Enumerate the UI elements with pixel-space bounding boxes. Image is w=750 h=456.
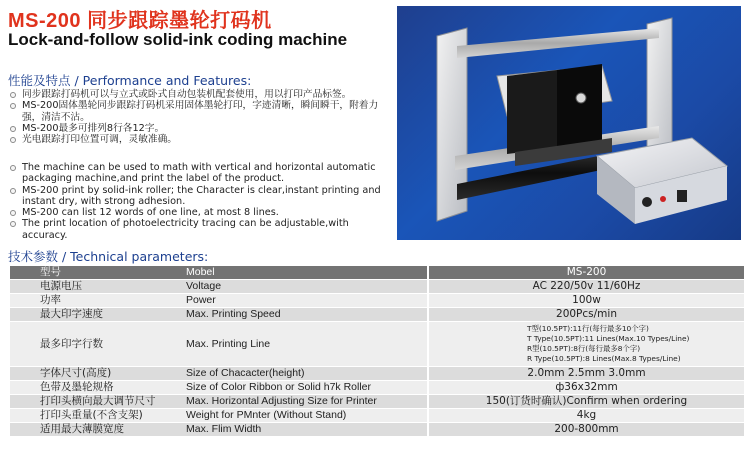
- table-row: [10, 381, 744, 395]
- param-cn: 打印头重量(不含支架): [10, 409, 180, 423]
- table-header-row: [10, 266, 744, 280]
- param-cn: 电源电压: [10, 280, 180, 294]
- features-cn-list: [10, 89, 395, 145]
- param-cn: 功率: [10, 294, 180, 308]
- value-line: R型(10.5PT):8行(每行最多8个字): [527, 344, 641, 353]
- param-en: Voltage: [180, 280, 428, 294]
- param-value: 200Pcs/min: [428, 308, 744, 322]
- table-row: [10, 294, 744, 308]
- param-en: Max. Flim Width: [180, 423, 428, 437]
- spec-table: [10, 266, 744, 437]
- product-photo: [397, 6, 741, 240]
- param-cn: 最大印字速度: [10, 308, 180, 322]
- table-row: [10, 322, 744, 367]
- features-en-list: [10, 162, 395, 241]
- param-en: Size of Chacacter(height): [180, 367, 428, 381]
- product-title: MS-200 同步跟踪墨轮打码机: [8, 10, 272, 32]
- param-cn: 色带及墨轮规格: [10, 381, 180, 395]
- param-value: AC 220/50v 11/60Hz: [428, 280, 744, 294]
- table-row: [10, 280, 744, 294]
- coding-machine-illustration: [397, 6, 741, 240]
- list-item: MS-200 can list 12 words of one line, at most 8 lines.: [10, 207, 395, 218]
- param-value: 150(订货时确认)Confirm when ordering: [428, 395, 744, 409]
- param-en: Weight for PMnter (Without Stand): [180, 409, 428, 423]
- list-item: MS-200最多可排列8行各12字。: [10, 123, 395, 134]
- param-value: ф36x32mm: [428, 381, 744, 395]
- param-cn: 适用最大薄膜宽度: [10, 423, 180, 437]
- table-row: [10, 409, 744, 423]
- param-en: Max. Printing Line: [180, 322, 428, 367]
- features-heading: 性能及特点 / Performance and Features:: [8, 73, 252, 88]
- param-cn: 打印头横向最大调节尺寸: [10, 395, 180, 409]
- value-line: R Type(10.5PT):8 Lines(Max.8 Types/Line): [527, 354, 681, 364]
- param-value: 4kg: [428, 409, 744, 423]
- list-item: MS-200固体墨轮同步跟踪打码机采用固体墨轮打印，字迹清晰，瞬间瞬干，附着力强，清洁不沾。: [10, 100, 395, 123]
- header-cell: MS-200: [428, 266, 744, 280]
- param-value: 2.0mm 2.5mm 3.0mm: [428, 367, 744, 381]
- param-en: Max. Horizontal Adjusting Size for Printer: [180, 395, 428, 409]
- param-value: 100w: [428, 294, 744, 308]
- value-line: T Type(10.5PT):11 Lines(Max.10 Types/Line): [527, 333, 690, 343]
- header-cell: Mobel: [180, 266, 428, 280]
- list-item: 同步跟踪打码机可以与立式或卧式自动包装机配套使用，用以打印产品标签。: [10, 89, 395, 100]
- param-cn: 字体尺寸(高度): [10, 367, 180, 381]
- list-item: MS-200 print by solid-ink roller; the Character is clear,instant printing and instant dry, with strong adhesion.: [10, 185, 395, 208]
- param-value: 200-800mm: [428, 423, 744, 437]
- header-cell: 型号: [10, 266, 180, 280]
- value-line: T型(10.5PT):11行(每行最多10个字): [527, 323, 649, 333]
- list-item: The machine can be used to math with vertical and horizontal automatic packaging machine,and print the label of the product.: [10, 162, 395, 185]
- param-en: Size of Color Ribbon or Solid h7k Roller: [180, 381, 428, 395]
- param-en: Power: [180, 294, 428, 308]
- tech-heading: 技术参数 / Technical parameters:: [8, 249, 209, 264]
- param-cn: 最多印字行数: [10, 322, 180, 367]
- param-en: Max. Printing Speed: [180, 308, 428, 322]
- list-item: 光电跟踪打印位置可调，灵敏准确。: [10, 134, 395, 145]
- table-row: [10, 423, 744, 437]
- list-item: The print location of photoelectricity tracing can be adjustable,with accuracy.: [10, 218, 395, 241]
- param-value-multiline: [428, 322, 744, 367]
- product-subtitle: Lock-and-follow solid-ink coding machine: [8, 30, 348, 49]
- table-row: [10, 395, 744, 409]
- table-row: [10, 367, 744, 381]
- table-row: [10, 308, 744, 322]
